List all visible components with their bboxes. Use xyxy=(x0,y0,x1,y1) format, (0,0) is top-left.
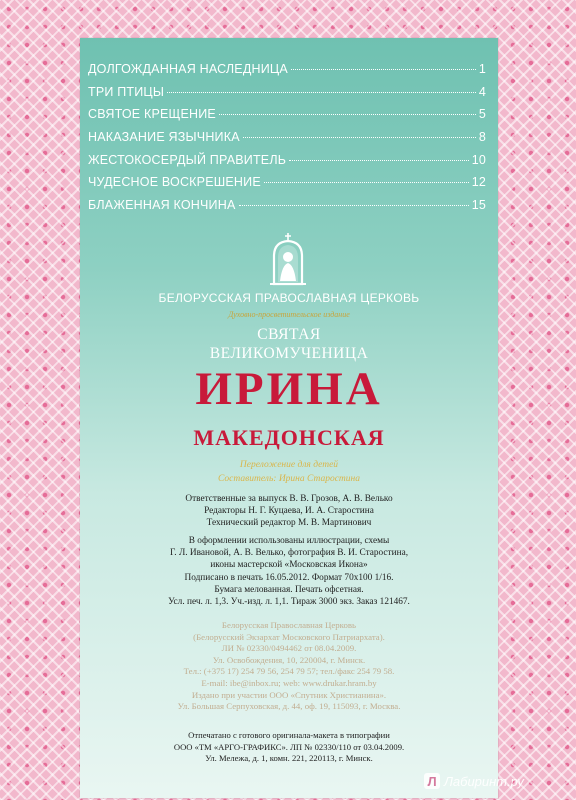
toc-leader-dots xyxy=(264,182,469,183)
publisher-phones: Тел.: (+375 17) 254 79 56, 254 79 57; тел./факс 254 79 58. xyxy=(183,666,395,677)
toc-leader-dots xyxy=(289,160,469,161)
credits-paper: Бумага мелованная. Печать офсетная. xyxy=(214,584,364,595)
toc-leader-dots xyxy=(219,114,476,115)
toc-title: ЧУДЕСНОЕ ВОСКРЕШЕНИЕ xyxy=(88,175,261,190)
book-title-surname: МАКЕДОНСКАЯ xyxy=(193,425,385,450)
toc-entry xyxy=(88,175,486,198)
publisher-name: Белорусская Православная Церковь xyxy=(221,620,357,630)
toc-page-number: 5 xyxy=(478,107,486,122)
organization-name: БЕЛОРУССКАЯ ПРАВОСЛАВНАЯ ЦЕРКОВЬ xyxy=(158,291,420,305)
toc-leader-dots xyxy=(239,205,469,206)
compiler-label: Составитель: Ирина Старостина xyxy=(218,474,360,484)
publisher-address: Ул. Освобождения, 10, 220004, г. Минск. xyxy=(212,654,366,665)
credits-sheets: Усл. печ. л. 1,3. Уч.-изд. л. 1,1. Тираж 3000 экз. Заказ 121467. xyxy=(168,596,410,607)
toc-leader-dots xyxy=(243,137,476,138)
title-line-2: ВЕЛИКОМУЧЕНИЦА xyxy=(209,345,369,362)
credits-block xyxy=(80,493,498,608)
church-emblem-icon xyxy=(268,232,308,286)
toc-title: БЛАЖЕННАЯ КОНЧИНА xyxy=(88,198,236,213)
toc-page-number: 4 xyxy=(478,84,486,99)
publisher-block xyxy=(80,620,498,713)
publisher-license: ЛИ № 02330/0494462 от 08.04.2009. xyxy=(221,643,357,654)
printing-block xyxy=(80,730,498,765)
credits-signed: Подписано в печать 16.05.2012. Формат 70х100 1/16. xyxy=(184,572,394,583)
toc-leader-dots xyxy=(167,92,476,93)
publisher-partner: Издано при участии ООО «Спутник Христианина». xyxy=(191,689,387,700)
labirint-watermark xyxy=(424,768,574,794)
credits-illustrations: В оформлении использованы иллюстрации, схемы xyxy=(188,536,390,547)
title-line-1: СВЯТАЯ xyxy=(257,326,321,343)
credits-editors: Редакторы Н. Г. Куцаева, И. А. Старостина xyxy=(204,506,374,517)
credits-illustrations: иконы мастерской «Московская Икона» xyxy=(210,560,368,571)
publisher-exarchate: (Белорусский Экзархат Московского Патриархата). xyxy=(193,631,385,642)
toc-title: НАКАЗАНИЕ ЯЗЫЧНИКА xyxy=(88,130,240,145)
toc-entry xyxy=(88,107,486,130)
toc-page-number: 1 xyxy=(478,62,486,76)
toc-entry xyxy=(88,62,486,85)
toc-entry xyxy=(88,130,486,153)
toc-page-number: 8 xyxy=(478,130,486,145)
toc-title: ЖЕСТОКОСЕРДЫЙ ПРАВИТЕЛЬ xyxy=(88,152,287,167)
toc-page-number: 10 xyxy=(471,152,486,167)
printing-line: ООО «ТМ «АРГО-ГРАФИКС». ЛП № 02330/110 от 03.04.2009. xyxy=(173,741,405,752)
credits-responsible: Ответственные за выпуск В. В. Грозов, А. В. Велько xyxy=(185,494,393,504)
watermark-text: Лабиринт.ру xyxy=(444,773,524,789)
toc-leader-dots xyxy=(291,69,476,70)
toc-title: ТРИ ПТИЦЫ xyxy=(88,84,165,99)
printing-line: Ул. Мележа, д. 1, комн. 221, 220113, г. Минск. xyxy=(205,753,373,763)
toc-entry xyxy=(88,85,486,108)
book-title-name: ИРИНА xyxy=(195,363,383,415)
toc-page-number: 12 xyxy=(471,175,486,190)
toc-page-number: 15 xyxy=(471,198,486,213)
labirint-logo-icon: Л xyxy=(424,773,440,789)
publisher-partner-address: Ул. Большая Серпуховская, д. 44, оф. 19, 115093, г. Москва. xyxy=(177,701,401,712)
toc-entry xyxy=(88,198,486,221)
toc-title: ДОЛГОЖДАННАЯ НАСЛЕДНИЦА xyxy=(88,62,288,76)
printing-line: Отпечатано с готового оригинала-макета в типографии xyxy=(188,730,390,740)
toc-title: СВЯТОЕ КРЕЩЕНИЕ xyxy=(88,107,216,122)
credits-illustrations: Г. Л. Ивановой, А. В. Велько, фотография В. И. Старостина, xyxy=(169,548,409,559)
table-of-contents xyxy=(88,62,486,221)
credits-tech-editor: Технический редактор М. В. Мартинович xyxy=(206,518,372,529)
publisher-web: E-mail: ibe@inbox.ru; web: www.drukar.hram.by xyxy=(201,677,377,688)
genre-label: Переложение для детей xyxy=(239,460,339,470)
toc-entry xyxy=(88,153,486,176)
series-label: Духовно-просветительское издание xyxy=(228,310,350,319)
